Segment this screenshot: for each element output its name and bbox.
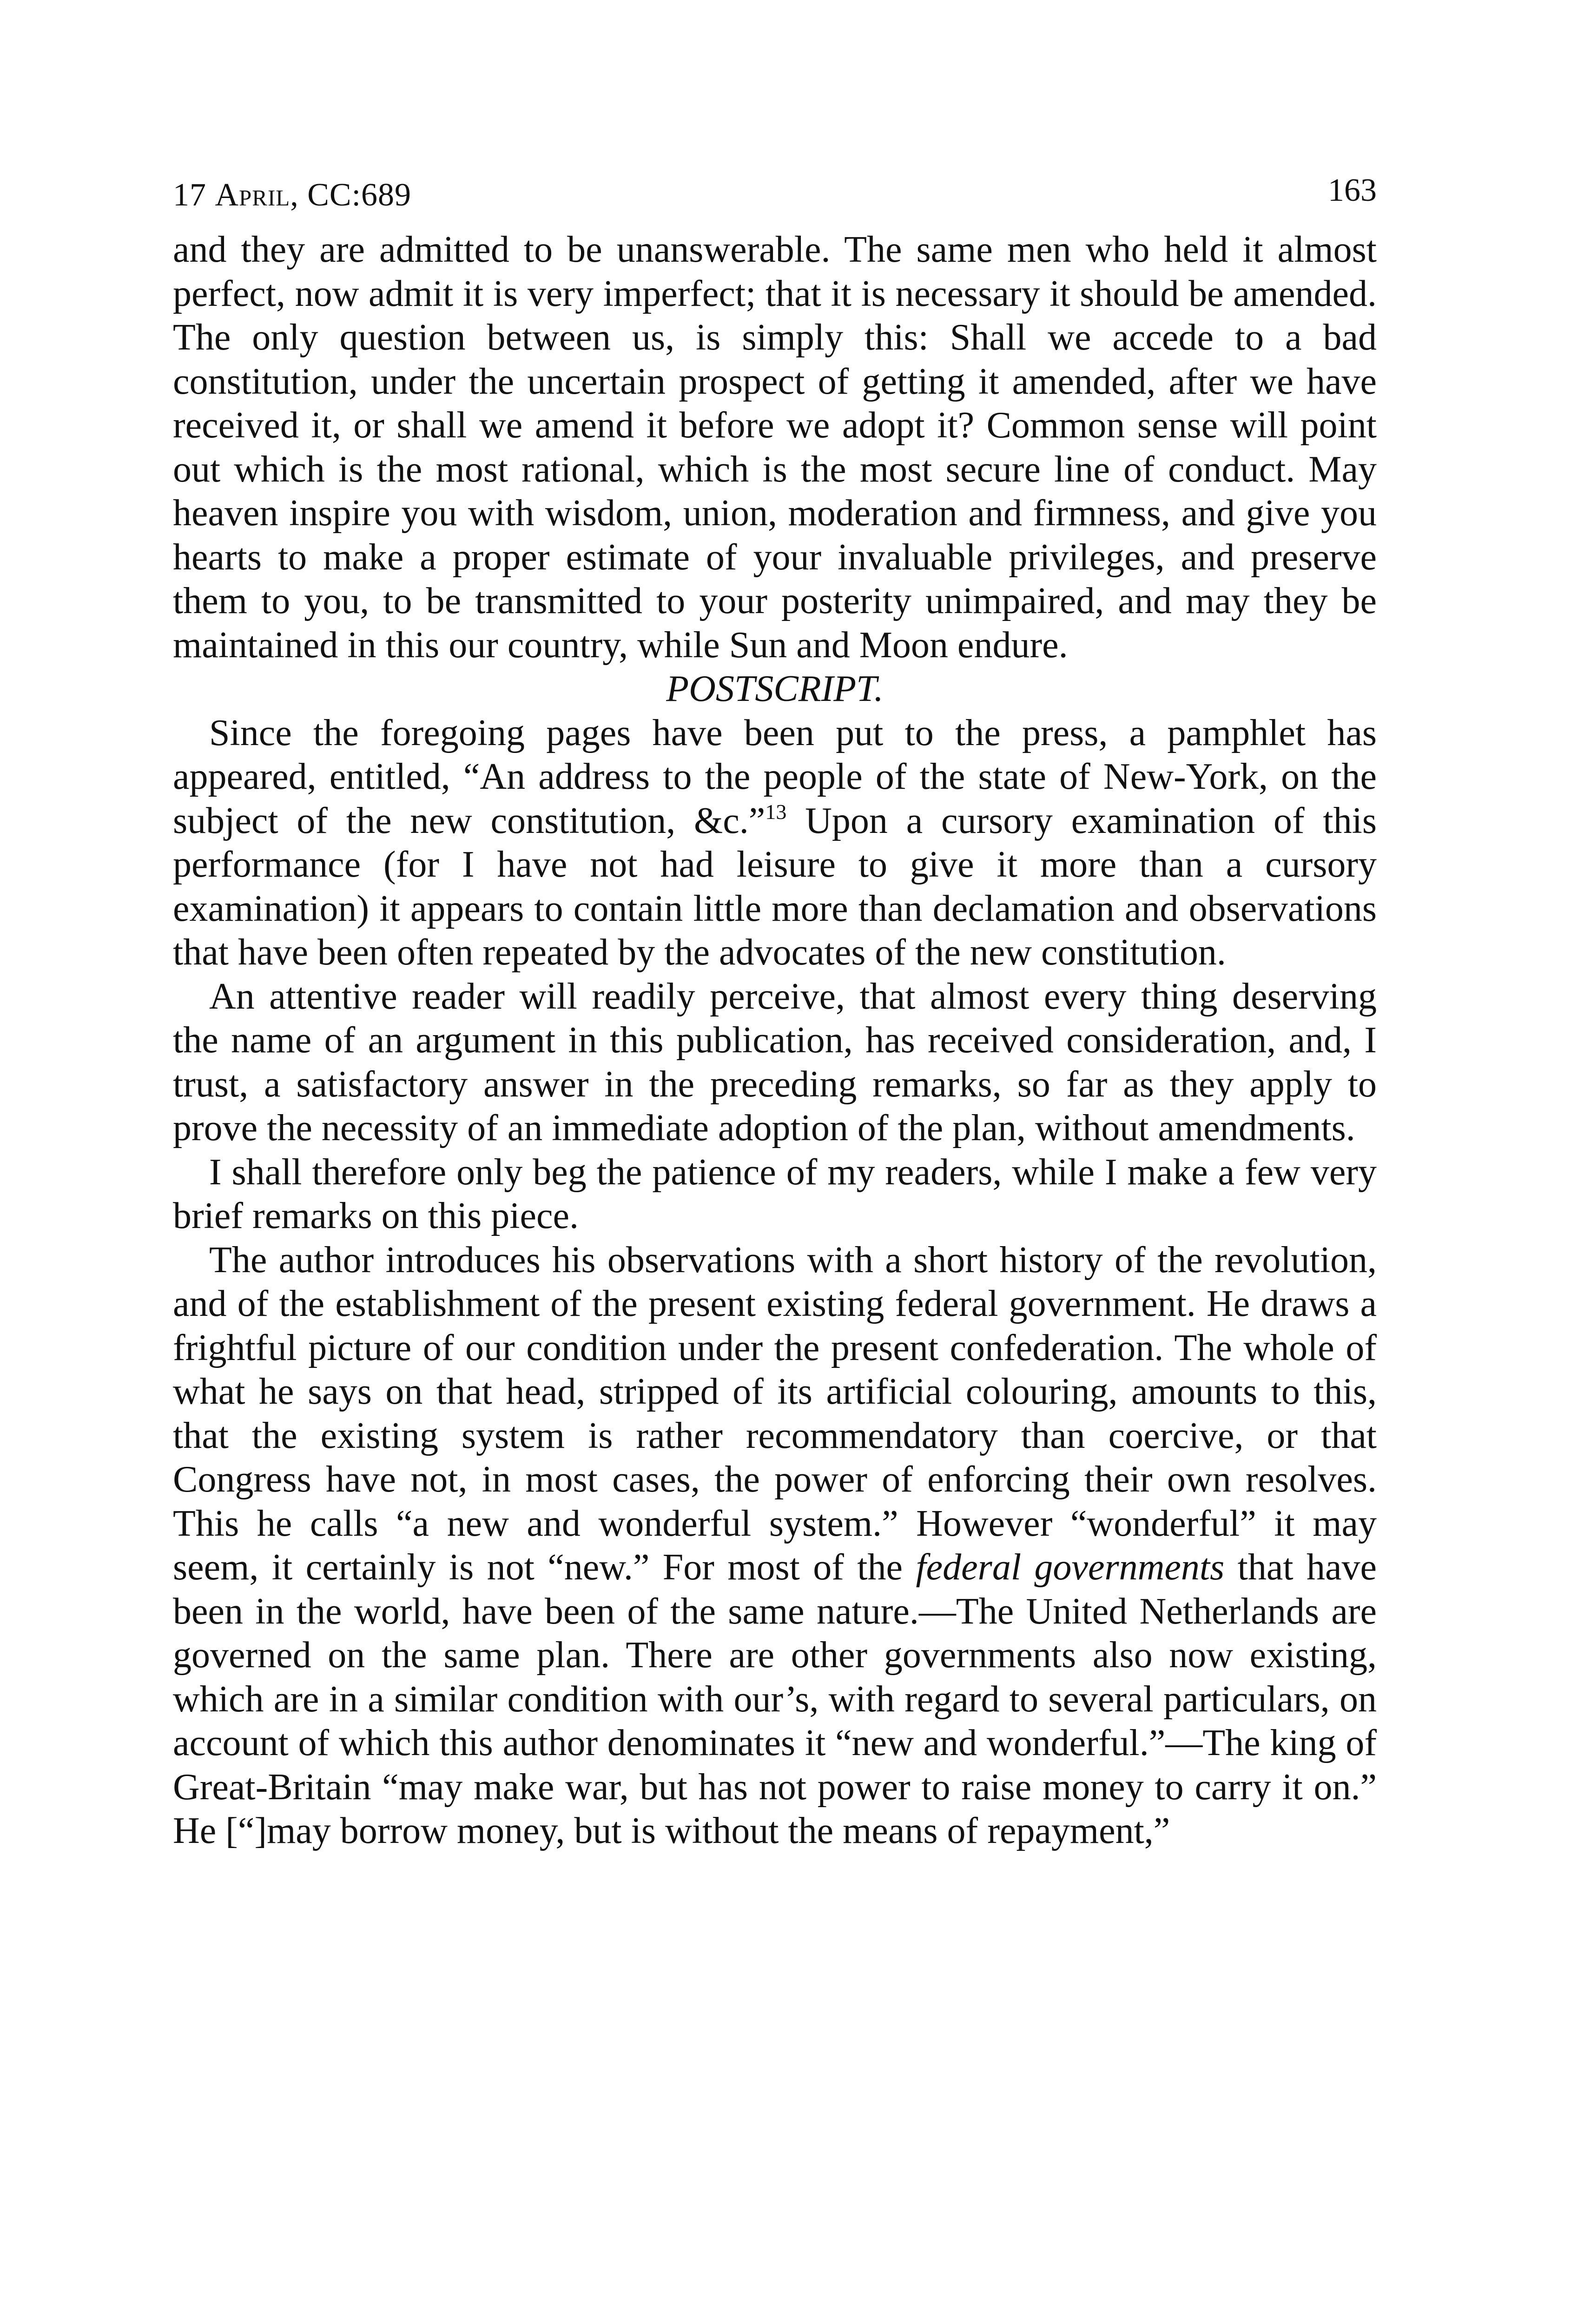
paragraph-5-part-1: The author introduces his observations with a short history of the revolution, and of the establishment of the present existing federal government. He draws a frightful picture of our condition under the present confederation. The whole of what he says on that head, stripped of its artificial colouring, amounts to this, that the existing system is rather recommendatory than coercive, or that Congress have not, in most cases, the power of enforcing their own resolves. This he calls “a new and wonderful system.” However “wonderful” it may seem, it certainly is not “new.” For most of the — [173, 1239, 1377, 1588]
paragraph-5 — [173, 1238, 1377, 1853]
paragraph-5-part-2: that have been in the world, have been of the same nature.—The United Netherlands are governed on the same plan. There are other governments also now existing, which are in a similar condition with our’s, with regard to several particulars, on account of which this author denominates it “new and wonderful.”—The king of Great-Britain “may make war, but has not power to raise money to carry it on.” He [“]may borrow money, but is without the means of repayment,” — [173, 1547, 1377, 1851]
paragraph-2-part-1: Since the foregoing pages have been put to the press, a pamphlet has appeared, entitled, “An address to the people of the state of New-York, on the subject of the new constitution, &c.” — [173, 712, 1377, 841]
paragraph-3: An attentive reader will readily perceive, that almost every thing deserving the name of an argument in this publication, has received consideration, and, I trust, a satisfactory answer in the preceding remarks, so far as they apply to prove the necessity of an immediate adoption of the plan, without amendments. — [173, 976, 1377, 1149]
page-number: 163 — [1328, 172, 1377, 208]
footnote-reference[interactable]: 13 — [765, 799, 787, 824]
document-page — [173, 167, 1377, 1853]
header-month: April — [215, 177, 290, 213]
running-head-left — [173, 172, 411, 218]
running-head — [173, 167, 1377, 228]
header-date: 17 — [173, 177, 206, 213]
paragraph-2-part-2: Upon a cursory examination of this performance (for I have not had leisure to give it more than a cursory examination) it appears to contain little more than declamation and observations that have been often repeated by the advocates of the new constitution. — [173, 800, 1377, 973]
paragraph-4: I shall therefore only beg the patience of my readers, while I make a few very brief remarks on this piece. — [173, 1151, 1377, 1236]
postscript-heading: POSTSCRIPT. — [666, 668, 884, 709]
paragraph-2 — [173, 711, 1377, 975]
paragraph-1: and they are admitted to be unanswerable. The same men who held it almost perfect, now admit it is very imperfect; that it is necessary it should be amended. The only question between us, is simply this: Shall we accede to a bad constitution, under the uncertain prospect of getting it amended, after we have received it, or shall we amend it before we adopt it? Common sense will point out which is the most rational, which is the most secure line of conduct. May heaven inspire you with wisdom, union, moderation and firmness, and give you hearts to make a proper estimate of your invaluable privileges, and preserve them to you, to be transmitted to your posterity unimpaired, and may they be maintained in this our country, while Sun and Moon endure. — [173, 229, 1377, 666]
header-doc-ref: , CC:689 — [290, 177, 412, 213]
emphasis-federal-governments: federal governments — [916, 1547, 1225, 1588]
body-text — [173, 228, 1377, 1853]
